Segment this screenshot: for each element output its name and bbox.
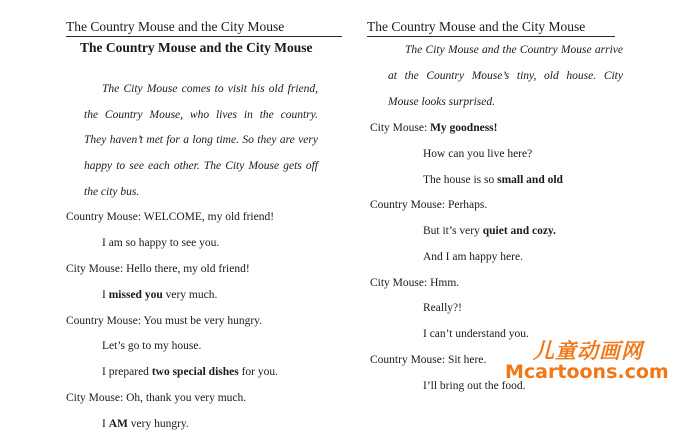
dialogue-text: very much. xyxy=(162,289,218,301)
narration-line: They haven’t met for a long time. So they are very xyxy=(84,134,318,146)
dialogue-line xyxy=(423,173,563,187)
dialogue-line xyxy=(66,314,262,328)
speaker-name: City Mouse: xyxy=(66,392,124,404)
narration-line: Mouse looks surprised. xyxy=(388,96,496,108)
dialogue-text: I xyxy=(102,418,109,430)
dialogue-line xyxy=(66,210,274,224)
speaker-name: City Mouse: xyxy=(370,122,428,134)
narration-line: the city bus. xyxy=(84,186,140,198)
dialogue-text: I xyxy=(102,289,109,301)
running-header: The Country Mouse and the City Mouse xyxy=(367,19,615,37)
dialogue-line xyxy=(423,224,556,238)
speaker-name: Country Mouse: xyxy=(66,315,142,327)
emphasis-text: missed you xyxy=(108,289,163,301)
dialogue-line xyxy=(370,276,459,290)
watermark-chinese-text: 儿童动画网 xyxy=(533,339,643,363)
dialogue-line xyxy=(370,353,486,367)
dialogue-line xyxy=(102,417,189,431)
watermark-site-text: Mcartoons.com xyxy=(505,361,669,383)
dialogue-text: Really?! xyxy=(423,302,462,314)
dialogue-text: I am so happy to see you. xyxy=(102,237,220,249)
dialogue-text: But it’s very xyxy=(423,225,483,237)
dialogue-line xyxy=(370,121,497,135)
dialogue-line xyxy=(102,236,219,250)
dialogue-text: very hungry. xyxy=(127,418,189,430)
dialogue-line xyxy=(423,250,523,264)
dialogue-line xyxy=(102,339,201,353)
dialogue-text: WELCOME, my old friend! xyxy=(143,211,275,223)
speaker-name: Country Mouse: xyxy=(66,211,142,223)
speaker-name: Country Mouse: xyxy=(370,354,446,366)
dialogue-line xyxy=(423,301,462,315)
speaker-name: City Mouse: xyxy=(66,263,124,275)
dialogue-text: I can’t understand you. xyxy=(423,328,529,340)
emphasis-text: AM xyxy=(108,418,128,430)
dialogue-line xyxy=(66,262,250,276)
dialogue-text: for you. xyxy=(238,366,279,378)
dialogue-text: Hmm. xyxy=(430,277,460,289)
emphasis-text: My goodness! xyxy=(430,122,498,134)
dialogue-line xyxy=(66,391,246,405)
emphasis-text: small and old xyxy=(497,174,563,186)
narration-line: The City Mouse and the Country Mouse arrive xyxy=(405,44,623,56)
dialogue-text: Hello there, my old friend! xyxy=(126,263,250,275)
speaker-name: Country Mouse: xyxy=(370,199,446,211)
narration-line: the Country Mouse, who lives in the country. xyxy=(84,109,318,121)
narration-line: happy to see each other. The City Mouse gets off xyxy=(84,160,318,172)
dialogue-line xyxy=(102,288,217,302)
site-watermark xyxy=(505,335,685,385)
narration-line: The City Mouse comes to visit his old friend, xyxy=(102,83,318,95)
dialogue-line xyxy=(370,198,487,212)
dialogue-line xyxy=(423,147,532,161)
emphasis-text: quiet and cozy. xyxy=(482,225,556,237)
dialogue-text: The house is so xyxy=(423,174,498,186)
dialogue-text: Let’s go to my house. xyxy=(102,340,202,352)
dialogue-text: Oh, thank you very much. xyxy=(126,392,247,404)
dialogue-line xyxy=(102,365,278,379)
emphasis-text: two special dishes xyxy=(151,366,239,378)
speaker-name: City Mouse: xyxy=(370,277,428,289)
dialogue-text: I’ll bring out the food. xyxy=(423,380,526,392)
dialogue-text: And I am happy here. xyxy=(423,251,523,263)
running-header: The Country Mouse and the City Mouse xyxy=(66,19,342,37)
narration-line: at the Country Mouse’s tiny, old house. City xyxy=(388,70,623,82)
dialogue-text: How can you live here? xyxy=(423,148,533,160)
dialogue-text: Sit here. xyxy=(447,354,487,366)
dialogue-text: You must be very hungry. xyxy=(143,315,263,327)
story-title: The Country Mouse and the City Mouse xyxy=(80,40,313,55)
dialogue-text: I prepared xyxy=(102,366,152,378)
dialogue-text: Perhaps. xyxy=(447,199,488,211)
